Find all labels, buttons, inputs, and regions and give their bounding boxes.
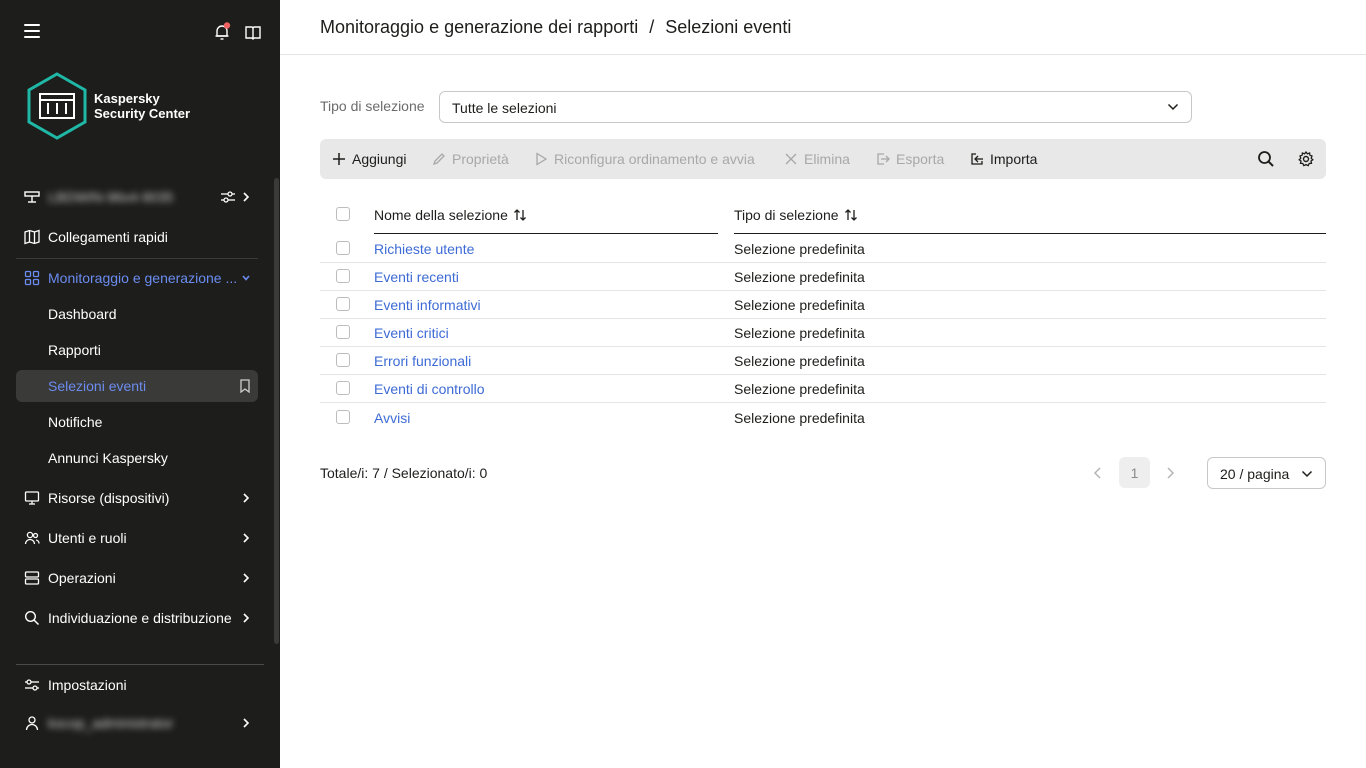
plus-icon — [332, 152, 346, 166]
selection-name-link[interactable]: Richieste utente — [374, 241, 475, 257]
logo-text — [94, 91, 190, 121]
properties-button[interactable] — [432, 139, 509, 179]
column-header-name[interactable] — [374, 196, 718, 234]
export-icon — [876, 152, 890, 166]
bell-icon[interactable] — [213, 22, 231, 42]
map-icon — [24, 229, 40, 245]
page-size-select[interactable] — [1207, 457, 1326, 489]
page-header — [280, 0, 1366, 55]
sidebar-subitem-label: Selezioni eventi — [48, 378, 147, 394]
selection-name-link[interactable]: Avvisi — [374, 410, 411, 426]
logo-line1: Kaspersky — [94, 91, 160, 106]
sidebar-divider — [16, 664, 264, 665]
row-checkbox[interactable] — [336, 269, 350, 283]
row-checkbox[interactable] — [336, 410, 350, 424]
selection-type-cell: Selezione predefinita — [734, 241, 865, 257]
selection-type-cell: Selezione predefinita — [734, 297, 865, 313]
sidebar-item-monitoring[interactable] — [16, 261, 258, 295]
select-all-checkbox[interactable] — [336, 207, 350, 221]
search-icon — [24, 610, 40, 626]
chevron-right-icon — [240, 571, 252, 585]
breadcrumb-separator: / — [649, 17, 655, 37]
sidebar-subitem-reports[interactable] — [16, 334, 258, 366]
table-row[interactable] — [320, 263, 1326, 291]
row-checkbox[interactable] — [336, 325, 350, 339]
table-row[interactable] — [320, 319, 1326, 347]
breadcrumb-parent[interactable]: Monitoraggio e generazione dei rapporti — [320, 17, 639, 37]
selection-type-cell: Selezione predefinita — [734, 381, 865, 397]
selection-type-cell: Selezione predefinita — [734, 353, 865, 369]
chevron-right-icon — [240, 531, 252, 545]
chevron-down-icon — [240, 271, 252, 285]
breadcrumb-current: Selezioni eventi — [665, 17, 792, 37]
reconfigure-label: Riconfigura ordinamento e avvia — [554, 151, 755, 167]
sidebar-separator — [16, 258, 258, 259]
sidebar-item-settings[interactable] — [16, 668, 258, 702]
sidebar-item-label: Monitoraggio e generazione ... — [48, 270, 238, 286]
table-row[interactable] — [320, 375, 1326, 403]
selection-type-value: Tutte le selezioni — [452, 100, 557, 116]
sidebar-scrollbar[interactable] — [274, 178, 279, 644]
sidebar-subitem-dashboard[interactable] — [16, 298, 258, 330]
chevron-right-icon — [240, 491, 252, 505]
selection-type-label: Tipo di selezione — [320, 98, 425, 114]
export-label: Esporta — [896, 151, 945, 167]
sidebar-subitem-label: Rapporti — [48, 342, 101, 358]
column-header-type[interactable] — [734, 196, 1326, 234]
row-checkbox[interactable] — [336, 353, 350, 367]
selection-name-link[interactable]: Eventi recenti — [374, 269, 459, 285]
monitor-icon — [24, 490, 40, 506]
chevron-left-icon[interactable] — [1090, 464, 1106, 482]
sidebar-item-user[interactable] — [16, 706, 258, 740]
menu-icon[interactable] — [24, 24, 40, 38]
sidebar-subitem-kaspersky-news[interactable] — [16, 442, 258, 474]
book-icon[interactable] — [244, 23, 262, 41]
add-label: Aggiungi — [352, 151, 407, 167]
table-row[interactable] — [320, 403, 1326, 432]
sidebar-topbar — [0, 18, 280, 46]
sidebar-subitem-label: Dashboard — [48, 306, 117, 322]
sidebar-item-label: Risorse (dispositivi) — [48, 490, 170, 506]
sidebar-item-label: Impostazioni — [48, 677, 127, 693]
selection-name-link[interactable]: Eventi critici — [374, 325, 449, 341]
sidebar-subitem-label: Notifiche — [48, 414, 103, 430]
close-icon — [784, 152, 798, 166]
server-icon — [24, 189, 40, 205]
selection-type-cell: Selezione predefinita — [734, 410, 865, 426]
dashboard-icon — [24, 270, 40, 286]
user-name: kscop_administrator — [48, 715, 174, 731]
selection-type-cell: Selezione predefinita — [734, 269, 865, 285]
chevron-right-icon — [240, 611, 252, 625]
column-header-name-label: Nome della selezione — [374, 206, 508, 223]
settings-sliders-icon — [24, 677, 40, 693]
logo-hexagon-icon — [26, 72, 88, 140]
sliders-icon[interactable] — [220, 189, 236, 205]
row-checkbox[interactable] — [336, 297, 350, 311]
table-header — [320, 196, 1326, 234]
table-row[interactable] — [320, 347, 1326, 375]
user-icon — [24, 715, 40, 731]
sidebar-item-users-roles[interactable] — [16, 521, 258, 555]
selection-name-link[interactable]: Eventi informativi — [374, 297, 481, 313]
delete-button[interactable] — [784, 139, 850, 179]
sidebar-item-server[interactable] — [16, 180, 258, 214]
sidebar-item-label: Individuazione e distribuzione — [48, 610, 232, 626]
gear-icon[interactable] — [1297, 150, 1315, 168]
selection-name-link[interactable]: Errori funzionali — [374, 353, 472, 369]
chevron-right-icon — [240, 716, 252, 730]
sidebar — [0, 0, 280, 768]
play-icon — [534, 152, 548, 166]
sidebar-subitem-notifications[interactable] — [16, 406, 258, 438]
sidebar-item-quick-links[interactable] — [16, 220, 258, 254]
properties-label: Proprietà — [452, 151, 509, 167]
sidebar-item-assets[interactable] — [16, 481, 258, 515]
sidebar-item-label: Operazioni — [48, 570, 116, 586]
sidebar-item-label: Collegamenti rapidi — [48, 229, 168, 245]
selection-type-select[interactable] — [439, 91, 1192, 123]
delete-label: Elimina — [804, 151, 850, 167]
sort-icon[interactable] — [844, 208, 858, 222]
page-size-value: 20 / pagina — [1220, 466, 1290, 482]
sort-icon[interactable] — [513, 208, 527, 222]
import-button[interactable] — [970, 139, 1037, 179]
table-row[interactable] — [320, 291, 1326, 319]
logo-line2: Security Center — [94, 106, 191, 121]
server-name: LBDWIN-96x4-9035 — [48, 189, 174, 205]
search-icon[interactable] — [1257, 150, 1275, 168]
chevron-right-icon[interactable] — [1162, 464, 1178, 482]
selection-type-cell: Selezione predefinita — [734, 325, 865, 341]
sidebar-item-label: Utenti e ruoli — [48, 530, 127, 546]
breadcrumb — [320, 17, 791, 38]
add-button[interactable] — [332, 139, 407, 179]
chevron-right-icon — [240, 190, 252, 204]
sidebar-subitem-event-selections[interactable] — [16, 370, 258, 402]
row-checkbox[interactable] — [336, 241, 350, 255]
column-header-type-label: Tipo di selezione — [734, 206, 839, 223]
users-icon — [24, 530, 40, 546]
sidebar-item-discovery[interactable] — [16, 601, 258, 635]
stack-icon — [24, 570, 40, 586]
sidebar-item-operations[interactable] — [16, 561, 258, 595]
total-count: Totale/i: 7 / Selezionato/i: 0 — [320, 465, 488, 481]
reconfigure-button[interactable] — [534, 139, 755, 179]
kaspersky-logo — [26, 72, 266, 140]
bookmark-icon[interactable] — [240, 379, 250, 393]
import-label: Importa — [990, 151, 1038, 167]
selection-name-link[interactable]: Eventi di controllo — [374, 381, 485, 397]
table-row[interactable] — [320, 235, 1326, 263]
export-button[interactable] — [876, 139, 944, 179]
chevron-down-icon — [1301, 469, 1313, 479]
chevron-down-icon — [1167, 102, 1179, 112]
page-number-button[interactable]: 1 — [1119, 457, 1150, 488]
toolbar — [320, 139, 1326, 179]
row-checkbox[interactable] — [336, 381, 350, 395]
sidebar-subitem-label: Annunci Kaspersky — [48, 450, 168, 466]
pencil-icon — [432, 152, 446, 166]
import-icon — [970, 152, 984, 166]
